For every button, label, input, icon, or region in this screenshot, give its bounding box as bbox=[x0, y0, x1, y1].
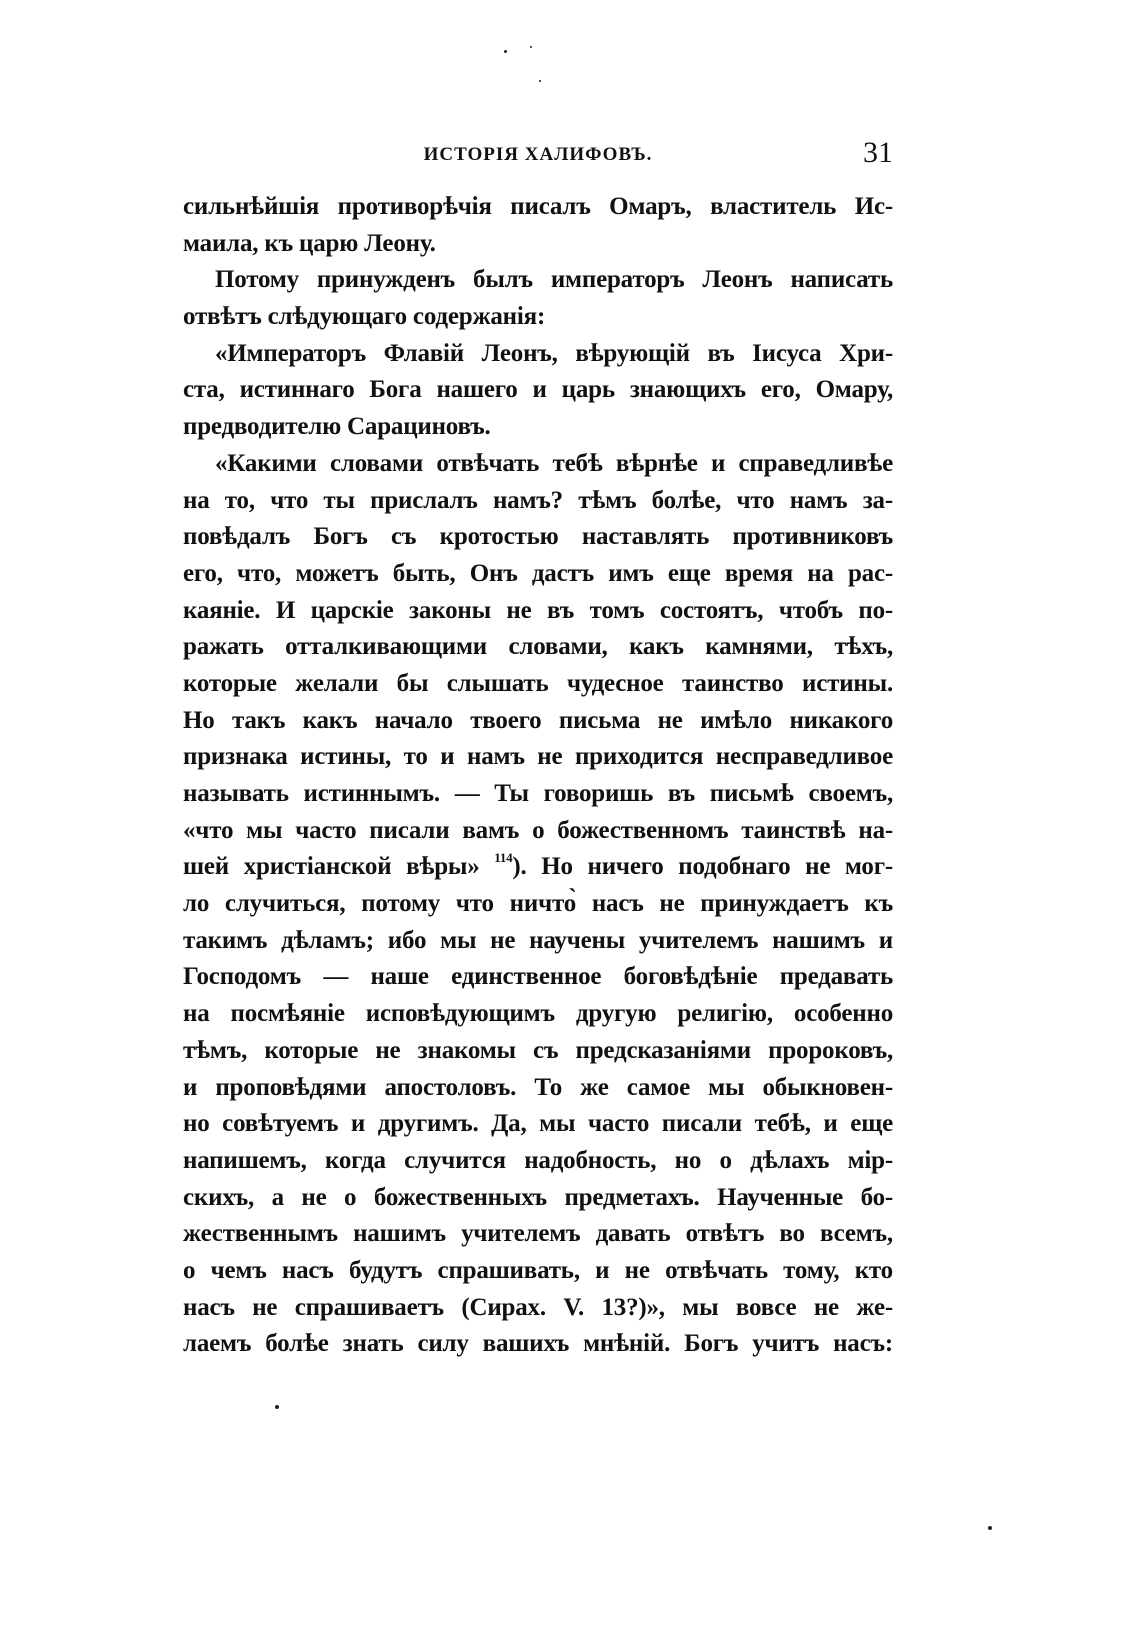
line-text: которые желали бы слышать чудесное таинство истины. bbox=[183, 669, 893, 697]
line-text: предводителю Сарациновъ. bbox=[183, 413, 491, 441]
line-text: насъ не спрашиваетъ (Сирах. V. 13?)», мы вовсе не же- bbox=[183, 1293, 893, 1321]
line-text: скихъ, а не о божественныхъ предметахъ. Наученные бо- bbox=[183, 1183, 893, 1211]
line-text: и проповѣдями апостоловъ. То же самое мы обыкновен- bbox=[183, 1073, 893, 1101]
line-text: о чемъ насъ будутъ спрашивать, и не отвѣчать тому, кто bbox=[183, 1256, 893, 1284]
text-line bbox=[183, 666, 893, 703]
line-text: лаемъ болѣе знать силу вашихъ мнѣній. Богъ учитъ насъ: bbox=[183, 1330, 893, 1358]
text-line bbox=[183, 593, 893, 630]
text-line bbox=[183, 556, 893, 593]
text-line bbox=[183, 813, 893, 850]
line-text: «Императоръ Флавій Леонъ, вѣрующій въ Іисуса Хри- bbox=[215, 339, 893, 367]
line-text: «Какими словами отвѣчать тебѣ вѣрнѣе и справедливѣе bbox=[215, 449, 893, 477]
line-text: ста, истиннаго Бога нашего и царь знающихъ его, Омару, bbox=[183, 376, 893, 404]
text-line bbox=[183, 519, 893, 556]
line-text: тѣмъ, которые не знакомы съ предсказаніями пророковъ, bbox=[183, 1036, 893, 1064]
line-text: «что мы часто писали вамъ о божественномъ таинствѣ на- bbox=[183, 816, 893, 844]
text-line bbox=[183, 923, 893, 960]
line-text: повѣдалъ Богъ съ кротостью наставлять противниковъ bbox=[183, 523, 893, 551]
line-text: отвѣтъ слѣдующаго содержанія: bbox=[183, 303, 546, 331]
line-text: на посмѣяніе исповѣдующимъ другую религію, особенно bbox=[183, 1000, 893, 1028]
text-line bbox=[183, 886, 893, 923]
line-text: каяніе. И царскіе законы не въ томъ состоятъ, чтобъ по- bbox=[183, 596, 893, 624]
line-text: признака истины, то и намъ не приходится несправедливое bbox=[183, 743, 893, 771]
text-line bbox=[183, 629, 893, 666]
text-line bbox=[183, 739, 893, 776]
paper-speck bbox=[275, 1405, 279, 1409]
paper-speck bbox=[539, 80, 541, 82]
text-line bbox=[183, 299, 893, 336]
line-text: но совѣтуемъ и другимъ. Да, мы часто писали тебѣ, и еще bbox=[183, 1110, 893, 1138]
line-text: Но такъ какъ начало твоего письма не имѣло никакого bbox=[183, 706, 893, 734]
text-line bbox=[183, 262, 893, 299]
text-line bbox=[183, 226, 893, 263]
text-line bbox=[183, 189, 893, 226]
text-line bbox=[183, 483, 893, 520]
line-text: жественнымъ нашимъ учителемъ давать отвѣтъ во всемъ, bbox=[183, 1220, 893, 1248]
line-text: называть истиннымъ. — Ты говоришь въ письмѣ своемъ, bbox=[183, 780, 893, 807]
line-text: Потому принужденъ былъ императоръ Леонъ написать bbox=[215, 266, 893, 294]
paper-speck bbox=[530, 46, 532, 48]
line-text: шей христіанской вѣры» bbox=[183, 853, 480, 881]
line-text: маила, къ царю Леону. bbox=[183, 229, 436, 257]
text-line bbox=[183, 446, 893, 483]
line-text: его, что, можетъ быть, Онъ дастъ имъ еще время на рас- bbox=[183, 559, 893, 587]
page-number: 31 bbox=[863, 136, 893, 169]
text-line bbox=[183, 959, 893, 996]
text-line bbox=[183, 1253, 893, 1290]
text-line bbox=[183, 336, 893, 373]
text-line bbox=[183, 996, 893, 1033]
text-line bbox=[183, 1180, 893, 1217]
text-line bbox=[183, 703, 893, 740]
line-text: такимъ дѣламъ; ибо мы не научены учителемъ нашимъ и bbox=[183, 926, 893, 954]
line-text: ражать отталкивающими словами, какъ камнями, тѣхъ, bbox=[183, 633, 893, 661]
running-head bbox=[183, 136, 893, 172]
text-line bbox=[183, 1290, 893, 1327]
line-text-continued: ). Но ничего подобнаго не мог- bbox=[512, 853, 893, 881]
line-text: сильнѣйшія противорѣчія писалъ Омаръ, властитель Ис- bbox=[183, 193, 893, 220]
body-text bbox=[183, 189, 893, 1363]
paper-speck bbox=[988, 1526, 992, 1530]
text-line bbox=[183, 409, 893, 446]
line-text: напишемъ, когда случится надобность, но о дѣлахъ мір- bbox=[183, 1146, 893, 1174]
text-line bbox=[183, 1070, 893, 1107]
paper-speck bbox=[504, 50, 507, 53]
text-line bbox=[183, 849, 893, 886]
line-text: на то, что ты прислалъ намъ? тѣмъ болѣе, что намъ за- bbox=[183, 486, 893, 514]
text-line bbox=[183, 1143, 893, 1180]
text-line bbox=[183, 1326, 893, 1363]
footnote-marker: 114 bbox=[494, 850, 513, 866]
text-line bbox=[183, 1033, 893, 1070]
line-text: Господомъ — наше единственное боговѣдѣніе предавать bbox=[183, 963, 893, 991]
text-line bbox=[183, 1216, 893, 1253]
line-text: ло случиться, потому что ничто̀ насъ не принуждаетъ къ bbox=[183, 890, 893, 918]
text-line bbox=[183, 372, 893, 409]
text-line bbox=[183, 1106, 893, 1143]
text-line bbox=[183, 776, 893, 813]
running-title: ИСТОРІЯ ХАЛИФОВЪ. bbox=[423, 144, 653, 165]
